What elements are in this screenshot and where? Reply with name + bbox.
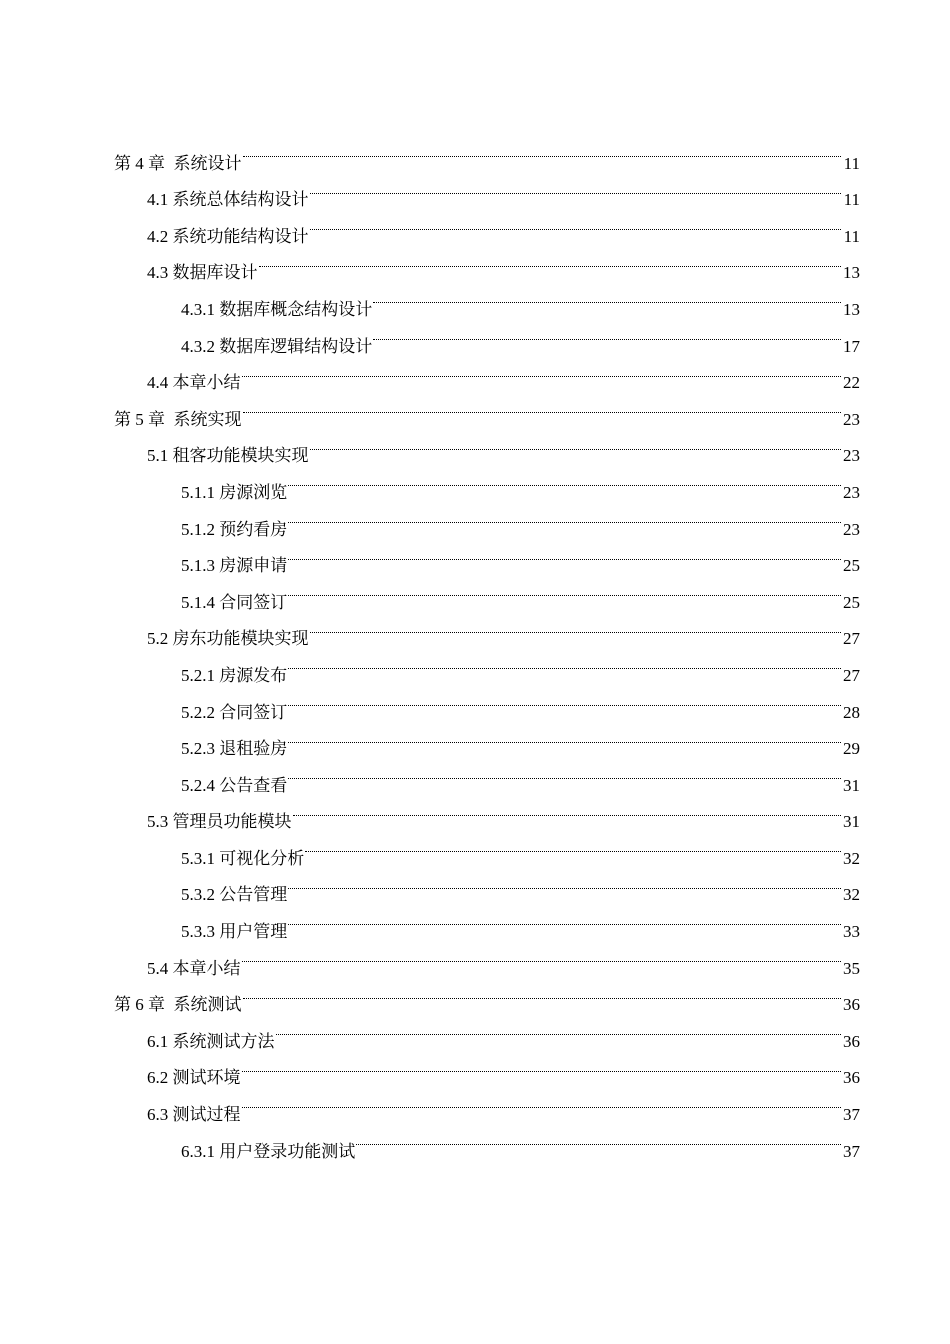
toc-entry-title: 6.3.1 用户登录功能测试 xyxy=(181,1141,356,1161)
toc-entry[interactable] xyxy=(0,498,950,539)
toc-entry[interactable] xyxy=(0,718,950,759)
toc-entry-page-number: 13 xyxy=(843,263,860,283)
toc-entry-page-number: 35 xyxy=(843,958,860,978)
toc-entry-page-number: 36 xyxy=(843,1068,860,1088)
toc-entry-title: 4.3.2 数据库逻辑结构设计 xyxy=(181,336,373,356)
toc-dot-leader xyxy=(243,974,842,1011)
toc-dot-leader xyxy=(243,388,842,425)
toc-entry-page-number: 23 xyxy=(843,409,860,429)
toc-entry[interactable] xyxy=(0,827,950,868)
toc-dot-leader xyxy=(373,315,841,352)
toc-entry[interactable] xyxy=(0,278,950,319)
toc-dot-leader xyxy=(288,498,841,535)
toc-entry[interactable] xyxy=(0,1120,950,1161)
toc-entry-page-number: 11 xyxy=(843,153,860,173)
toc-dot-leader xyxy=(288,864,841,901)
toc-entry-title: 4.2 系统功能结构设计 xyxy=(147,226,309,246)
toc-dot-leader xyxy=(356,1120,841,1157)
toc-entry-page-number: 32 xyxy=(843,885,860,905)
toc-entry-title: 5.3.2 公告管理 xyxy=(181,885,288,905)
toc-entry-page-number: 22 xyxy=(843,373,860,393)
toc-entry-page-number: 27 xyxy=(843,629,860,649)
toc-entry-title: 5.1 租客功能模块实现 xyxy=(147,446,309,466)
toc-entry-title: 5.1.1 房源浏览 xyxy=(181,482,288,502)
toc-entry-page-number: 37 xyxy=(843,1105,860,1125)
toc-entry-title: 5.3.1 可视化分析 xyxy=(181,848,305,868)
toc-entry-title: 5.1.4 合同签订 xyxy=(181,592,288,612)
toc-entry-page-number: 23 xyxy=(843,446,860,466)
toc-entry-title: 5.2.3 退租验房 xyxy=(181,739,288,759)
toc-entry-title: 5.2.4 公告查看 xyxy=(181,775,288,795)
toc-entry-page-number: 36 xyxy=(843,995,860,1015)
toc-entry[interactable] xyxy=(0,754,950,795)
toc-dot-leader xyxy=(242,1047,842,1084)
toc-entry-page-number: 28 xyxy=(843,702,860,722)
toc-dot-leader xyxy=(288,681,841,718)
toc-entry[interactable] xyxy=(0,900,950,942)
toc-entry[interactable] xyxy=(0,352,950,393)
toc-dot-leader xyxy=(373,278,841,315)
toc-entry-title: 5.3.3 用户管理 xyxy=(181,922,288,942)
toc-entry-title: 6.1 系统测试方法 xyxy=(147,1031,275,1051)
toc-entry-title: 6.3 测试过程 xyxy=(147,1105,241,1125)
toc-dot-leader xyxy=(276,1010,842,1047)
toc-dot-leader xyxy=(288,900,841,937)
toc-entry[interactable] xyxy=(0,974,950,1015)
toc-entry-page-number: 25 xyxy=(843,592,860,612)
toc-dot-leader xyxy=(242,352,842,389)
toc-dot-leader xyxy=(288,571,841,608)
toc-entry[interactable] xyxy=(0,205,950,246)
toc-entry[interactable] xyxy=(0,864,950,905)
toc-entry-title: 6.2 测试环境 xyxy=(147,1068,241,1088)
toc-dot-leader xyxy=(288,754,841,791)
toc-entry[interactable] xyxy=(0,681,950,722)
toc-entry[interactable] xyxy=(0,1083,950,1125)
toc-entry-title: 4.4 本章小结 xyxy=(147,373,241,393)
toc-dot-leader xyxy=(310,608,842,645)
toc-entry[interactable] xyxy=(0,791,950,832)
toc-entry[interactable] xyxy=(0,608,950,649)
toc-entry-title: 第 4 章 系统设计 xyxy=(114,153,242,173)
toc-entry-title: 5.2.2 合同签订 xyxy=(181,702,288,722)
toc-entry[interactable] xyxy=(0,132,950,173)
toc-entry[interactable] xyxy=(0,1047,950,1088)
toc-entry[interactable] xyxy=(0,388,950,429)
toc-entry[interactable] xyxy=(0,242,950,283)
toc-dot-leader xyxy=(305,827,841,864)
toc-dot-leader xyxy=(288,644,841,681)
toc-entry[interactable] xyxy=(0,937,950,978)
toc-entry-page-number: 17 xyxy=(843,336,860,356)
toc-entry-title: 5.4 本章小结 xyxy=(147,958,241,978)
toc-entry-title: 5.2 房东功能模块实现 xyxy=(147,629,309,649)
toc-entry-page-number: 29 xyxy=(843,739,860,759)
toc-dot-leader xyxy=(310,205,842,242)
toc-entry-page-number: 31 xyxy=(843,812,860,832)
toc-dot-leader xyxy=(310,169,842,206)
toc-entry-page-number: 13 xyxy=(843,299,860,319)
toc-entry-page-number: 23 xyxy=(843,519,860,539)
toc-entry-title: 4.3 数据库设计 xyxy=(147,263,258,283)
toc-entry-page-number: 11 xyxy=(843,226,860,246)
toc-entry-page-number: 11 xyxy=(843,190,860,210)
toc-dot-leader xyxy=(293,791,842,828)
toc-entry-title: 第 6 章 系统测试 xyxy=(114,995,242,1015)
toc-entry-title: 5.1.3 房源申请 xyxy=(181,556,288,576)
toc-dot-leader xyxy=(243,132,842,169)
toc-entry-page-number: 36 xyxy=(843,1031,860,1051)
toc-entry-page-number: 37 xyxy=(843,1141,860,1161)
toc-dot-leader xyxy=(310,425,842,462)
table-of-contents xyxy=(0,132,950,1161)
toc-dot-leader xyxy=(288,718,841,755)
toc-entry[interactable] xyxy=(0,461,950,502)
toc-entry-page-number: 33 xyxy=(843,922,860,942)
toc-entry-page-number: 27 xyxy=(843,665,860,685)
toc-dot-leader xyxy=(288,535,841,572)
toc-entry-title: 4.3.1 数据库概念结构设计 xyxy=(181,299,373,319)
toc-entry-page-number: 23 xyxy=(843,482,860,502)
toc-entry-page-number: 25 xyxy=(843,556,860,576)
toc-dot-leader xyxy=(242,1083,842,1120)
toc-entry-title: 5.2.1 房源发布 xyxy=(181,665,288,685)
toc-dot-leader xyxy=(288,461,841,498)
toc-dot-leader xyxy=(259,242,842,279)
toc-entry[interactable] xyxy=(0,644,950,685)
toc-entry-title: 第 5 章 系统实现 xyxy=(114,409,242,429)
toc-entry-page-number: 31 xyxy=(843,775,860,795)
toc-entry-page-number: 32 xyxy=(843,848,860,868)
toc-entry[interactable] xyxy=(0,535,950,576)
toc-entry[interactable] xyxy=(0,315,950,356)
toc-entry-title: 4.1 系统总体结构设计 xyxy=(147,190,309,210)
toc-dot-leader xyxy=(242,937,842,974)
toc-entry-title: 5.3 管理员功能模块 xyxy=(147,812,292,832)
toc-entry-title: 5.1.2 预约看房 xyxy=(181,519,288,539)
toc-entry[interactable] xyxy=(0,571,950,612)
